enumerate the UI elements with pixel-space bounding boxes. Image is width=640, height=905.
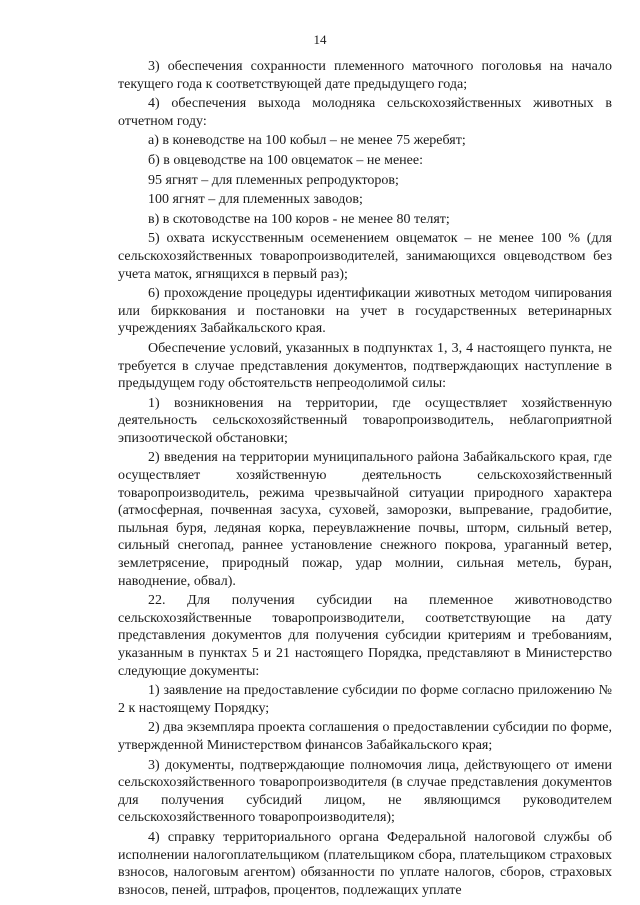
paragraph-item-4: 4) обеспечения выхода молодняка сельскохозяйственных животных в отчетном году: [118,96,612,129]
paragraph-item-5: 5) охвата искусственным осеменением овцематок – не менее 100 % (для сельскохозяйственных товаропроизводителей, занимающихся овцеводством без учета маток, ягнящихся в первый раз); [118,231,612,282]
paragraph-item-6: 6) прохождение процедуры идентификации животных методом чипирования или бирккования и постановки на учет в государственных ветеринарных учреждениях Забайкальского края. [118,286,612,337]
paragraph-document-4: 4) справку территориального органа Федеральной налоговой службы об исполнении налогоплательщиком (плательщиком сбора, плательщиком страховых взносов, налоговым агентом) обязанности по уплате налогов, сборов, страховых взносов, пеней, штрафов, процентов, подлежащих уплате [118,829,612,898]
paragraph-subitem-a: а) в коневодстве на 100 кобыл – не менее 75 жеребят; [148,133,466,149]
paragraph-force-majeure-2: 2) введения на территории муниципального района Забайкальского края, где осуществляет хозяйственную деятельность сельскохозяйственный товаропроизводитель, режима чрезвычайной ситуации природного характера (атмосферная, почвенная засуха, суховей, заморозки, выпревание, градобитие, пыльная буря, ледяная корка, переувлажнение почвы, шторм, сильный ветер, сильный снегопад, раннее установление снежного покрова, ураганный ветер, землетрясение, природный пожар, удар молнии, сильная метель, буран, наводнение, обвал). [118,450,612,589]
page-number: 14 [313,32,327,47]
paragraph-subitem-b: б) в овцеводстве на 100 овцематок – не менее: [148,152,423,168]
paragraph-subitem-v: в) в скотоводстве на 100 коров - не менее 80 телят; [148,211,450,227]
paragraph-subitem-b-reproducers: 95 ягнят – для племенных репродукторов; [148,172,399,188]
paragraph-item-3: 3) обеспечения сохранности племенного маточного поголовья на начало текущего года к соответствующей дате предыдущего года; [118,59,612,92]
paragraph-document-1: 1) заявление на предоставление субсидии по форме согласно приложению № 2 к настоящему Порядку; [118,683,612,716]
document-body [118,58,612,901]
paragraph-item-22: 22. Для получения субсидии на племенное животноводство сельскохозяйственные товаропроизводители, соответствующие на дату представления документов для получения субсидии критериям и требованиям, указанным в пунктах 5 и 21 настоящего Порядка, представляют в Министерство следующие документы: [118,593,612,679]
paragraph-document-2: 2) два экземпляра проекта соглашения о предоставлении субсидии по форме, утвержденной Министерством финансов Забайкальского края; [118,720,612,753]
paragraph-document-3: 3) документы, подтверждающие полномочия лица, действующего от имени сельскохозяйственного товаропроизводителя (в случае представления документов для получения субсидий лицом, не являющимся руководителем сельскохозяйственного товаропроизводителя); [118,757,612,826]
paragraph-force-majeure-intro: Обеспечение условий, указанных в подпунктах 1, 3, 4 настоящего пункта, не требуется в случае представления документов, подтверждающих наступление в предыдущем году обстоятельств непреодолимой силы: [118,340,612,392]
paragraph-force-majeure-1: 1) возникновения на территории, где осуществляет хозяйственную деятельность сельскохозяйственный товаропроизводитель, неблагоприятной эпизоотической обстановки; [118,395,612,446]
paragraph-subitem-b-plants: 100 ягнят – для племенных заводов; [148,192,363,208]
